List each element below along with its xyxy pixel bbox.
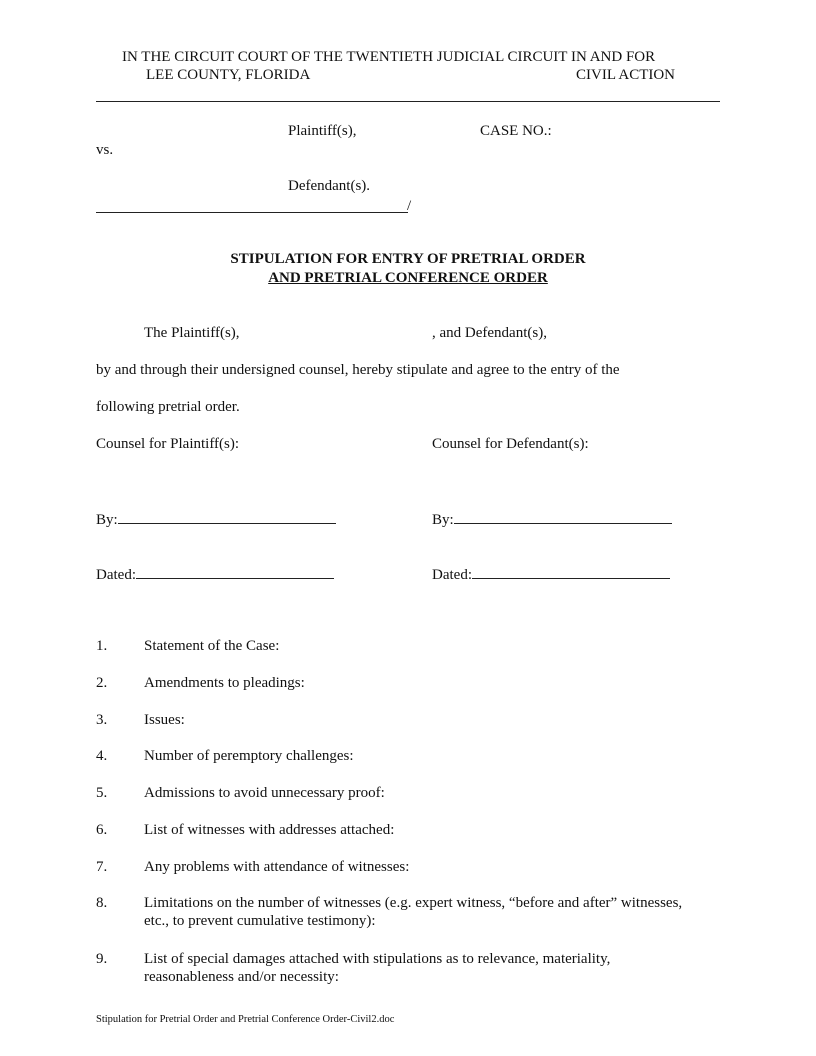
vs-label: vs. <box>96 142 114 158</box>
intro-plaintiff: The Plaintiff(s), <box>144 325 240 341</box>
dated-label: Dated: <box>96 567 136 583</box>
item-text: Admissions to avoid unnecessary proof: <box>144 785 385 801</box>
case-no-label: CASE NO.: <box>480 123 552 139</box>
item-text-continued: etc., to prevent cumulative testimony): <box>144 913 376 929</box>
county-name: LEE COUNTY, FLORIDA <box>146 67 311 83</box>
item-text: Amendments to pleadings: <box>144 675 305 691</box>
body-line3: following pretrial order. <box>96 399 240 415</box>
defendant-label: Defendant(s). <box>288 178 371 194</box>
court-heading: IN THE CIRCUIT COURT OF THE TWENTIETH JUDICIAL CIRCUIT IN AND FOR <box>122 49 656 65</box>
caption-slash: / <box>407 198 412 214</box>
counsel-plaintiff-label: Counsel for Plaintiff(s): <box>96 436 240 452</box>
item-number: 1. <box>96 638 108 654</box>
counsel-defendant-label: Counsel for Defendant(s): <box>432 436 589 452</box>
item-text: List of witnesses with addresses attached: <box>144 822 395 838</box>
item-text: Issues: <box>144 712 185 728</box>
item-text: Any problems with attendance of witnesses: <box>144 859 410 875</box>
defendant-by-line <box>432 509 672 529</box>
caption-rule <box>96 212 408 213</box>
by-label: By: <box>96 512 118 528</box>
item-text: List of special damages attached with stipulations as to relevance, materiality, <box>144 951 611 967</box>
body-line2: by and through their undersigned counsel, hereby stipulate and agree to the entry of the <box>96 362 620 378</box>
defendant-dated-line <box>432 564 670 584</box>
document-title-line2-text: AND PRETRIAL CONFERENCE ORDER <box>268 270 548 286</box>
item-number: 7. <box>96 859 108 875</box>
item-number: 3. <box>96 712 108 728</box>
dated-label: Dated: <box>432 567 472 583</box>
item-text: Number of peremptory challenges: <box>144 748 354 764</box>
document-title-line1: STIPULATION FOR ENTRY OF PRETRIAL ORDER <box>230 251 586 267</box>
civil-action-label: CIVIL ACTION <box>576 67 676 83</box>
by-label: By: <box>432 512 454 528</box>
intro-defendant: , and Defendant(s), <box>432 325 547 341</box>
item-text: Statement of the Case: <box>144 638 280 654</box>
item-number: 4. <box>96 748 108 764</box>
item-number: 5. <box>96 785 108 801</box>
defendant-signature-blank[interactable] <box>454 509 672 524</box>
item-number: 9. <box>96 951 108 967</box>
header-divider <box>96 101 720 102</box>
plaintiff-date-blank[interactable] <box>136 564 334 579</box>
defendant-date-blank[interactable] <box>472 564 670 579</box>
item-number: 2. <box>96 675 108 691</box>
item-text: Limitations on the number of witnesses (e.g. expert witness, “before and after” witnesses, <box>144 895 683 911</box>
plaintiff-signature-blank[interactable] <box>118 509 336 524</box>
item-number: 8. <box>96 895 108 911</box>
plaintiff-label: Plaintiff(s), <box>288 123 357 139</box>
footer-filename: Stipulation for Pretrial Order and Pretrial Conference Order-Civil2.doc <box>96 1014 395 1025</box>
document-title-line2 <box>0 269 816 287</box>
item-text-continued: reasonableness and/or necessity: <box>144 969 339 985</box>
plaintiff-by-line <box>96 509 336 529</box>
plaintiff-dated-line <box>96 564 334 584</box>
item-number: 6. <box>96 822 108 838</box>
